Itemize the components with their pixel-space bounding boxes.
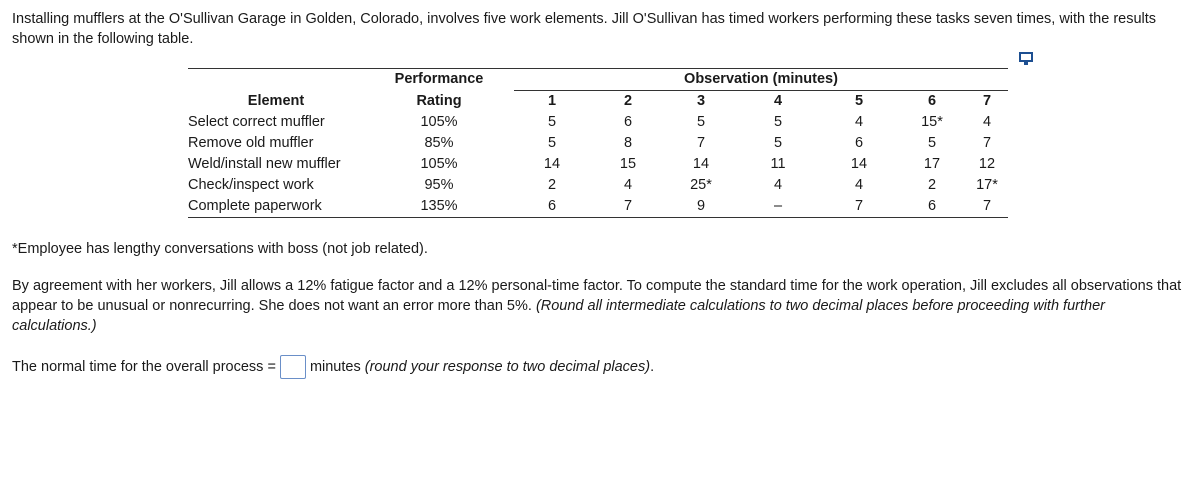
paragraph-text: By agreement with her workers, Jill allows a 12% fatigue factor and a 12% personal-time factor. To compute the standard time for the work operation, Jill excludes all observations that appear to be unusual or nonrecurring. She does not want an error more than 5%. (12, 278, 1182, 314)
obs-value: 17* (976, 177, 998, 193)
table-row (188, 154, 1008, 175)
obs-value: 8 (623, 135, 633, 151)
rating-value: 135% (420, 198, 458, 214)
obs-value: 7 (982, 198, 992, 214)
element-name: Complete paperwork (188, 198, 322, 214)
question-line (12, 355, 654, 379)
obs-value: 12 (978, 156, 996, 172)
obs-number: 3 (696, 93, 706, 109)
normal-time-answer-input[interactable] (280, 355, 306, 379)
obs-value: 7 (854, 198, 864, 214)
obs-value: 4 (773, 177, 783, 193)
obs-value: 11 (770, 156, 786, 172)
obs-value: 6 (927, 198, 937, 214)
performance-header: Performance (394, 71, 484, 88)
rating-value: 105% (420, 156, 458, 172)
observation-table (188, 68, 1008, 218)
header-row-bottom (188, 91, 1008, 113)
obs-number: 6 (927, 93, 937, 109)
obs-value: 5 (773, 114, 783, 130)
element-name: Remove old muffler (188, 135, 314, 151)
problem-paragraph (12, 276, 1188, 336)
obs-value: 5 (773, 135, 783, 151)
obs-number: 2 (623, 93, 633, 109)
obs-value: 17 (923, 156, 941, 172)
obs-value: 15* (921, 114, 943, 130)
obs-value: 14 (543, 156, 561, 172)
element-name: Weld/install new muffler (188, 156, 341, 172)
obs-value: 25* (690, 177, 712, 193)
obs-value: 5 (696, 114, 706, 130)
obs-value: 4 (854, 114, 864, 130)
obs-value: 9 (696, 198, 706, 214)
obs-number: 4 (773, 93, 783, 109)
obs-value: 6 (854, 135, 864, 151)
obs-value: 5 (927, 135, 937, 151)
rating-header: Rating (416, 92, 462, 109)
obs-value: 7 (982, 135, 992, 151)
footnote: *Employee has lengthy conversations with boss (not job related). (12, 241, 428, 257)
obs-value: 7 (696, 135, 706, 151)
obs-value: – (773, 198, 783, 214)
obs-value: 5 (547, 135, 557, 151)
obs-value: 2 (927, 177, 937, 193)
obs-value: 4 (854, 177, 864, 193)
obs-number: 7 (982, 93, 992, 109)
obs-value: 4 (623, 177, 633, 193)
obs-number: 1 (547, 93, 557, 109)
obs-value: 7 (623, 198, 633, 214)
problem-intro: Installing mufflers at the O'Sullivan Garage in Golden, Colorado, involves five work elements. Jill O'Sullivan has timed workers performing these tasks seven times, with the results shown in the following table. (12, 11, 1157, 47)
header-row-top (188, 69, 1008, 91)
question-prefix: The normal time for the overall process = (12, 359, 276, 375)
rating-value: 95% (424, 177, 454, 193)
obs-value: 2 (547, 177, 557, 193)
obs-number: 5 (854, 93, 864, 109)
question-suffix: minutes (round your response to two decimal places). (309, 359, 655, 375)
table-row (188, 112, 1008, 133)
obs-value: 6 (623, 114, 633, 130)
rating-value: 85% (424, 135, 454, 151)
table-row (188, 196, 1008, 218)
obs-value: 15 (619, 156, 637, 172)
table-row (188, 133, 1008, 154)
rounding-instruction: (Round all intermediate calculations to two decimal places before proceeding with further calculations.) (12, 298, 1105, 334)
obs-value: 6 (547, 198, 557, 214)
element-name: Select correct muffler (188, 114, 325, 130)
element-name: Check/inspect work (188, 177, 314, 193)
copy-table-icon[interactable] (1018, 50, 1036, 68)
rating-value: 105% (420, 114, 458, 130)
obs-value: 5 (547, 114, 557, 130)
table-row (188, 175, 1008, 196)
obs-value: 14 (850, 156, 868, 172)
observation-header: Observation (minutes) (514, 69, 1008, 91)
element-header: Element (247, 92, 305, 109)
obs-value: 4 (982, 114, 992, 130)
obs-value: 14 (692, 156, 710, 172)
